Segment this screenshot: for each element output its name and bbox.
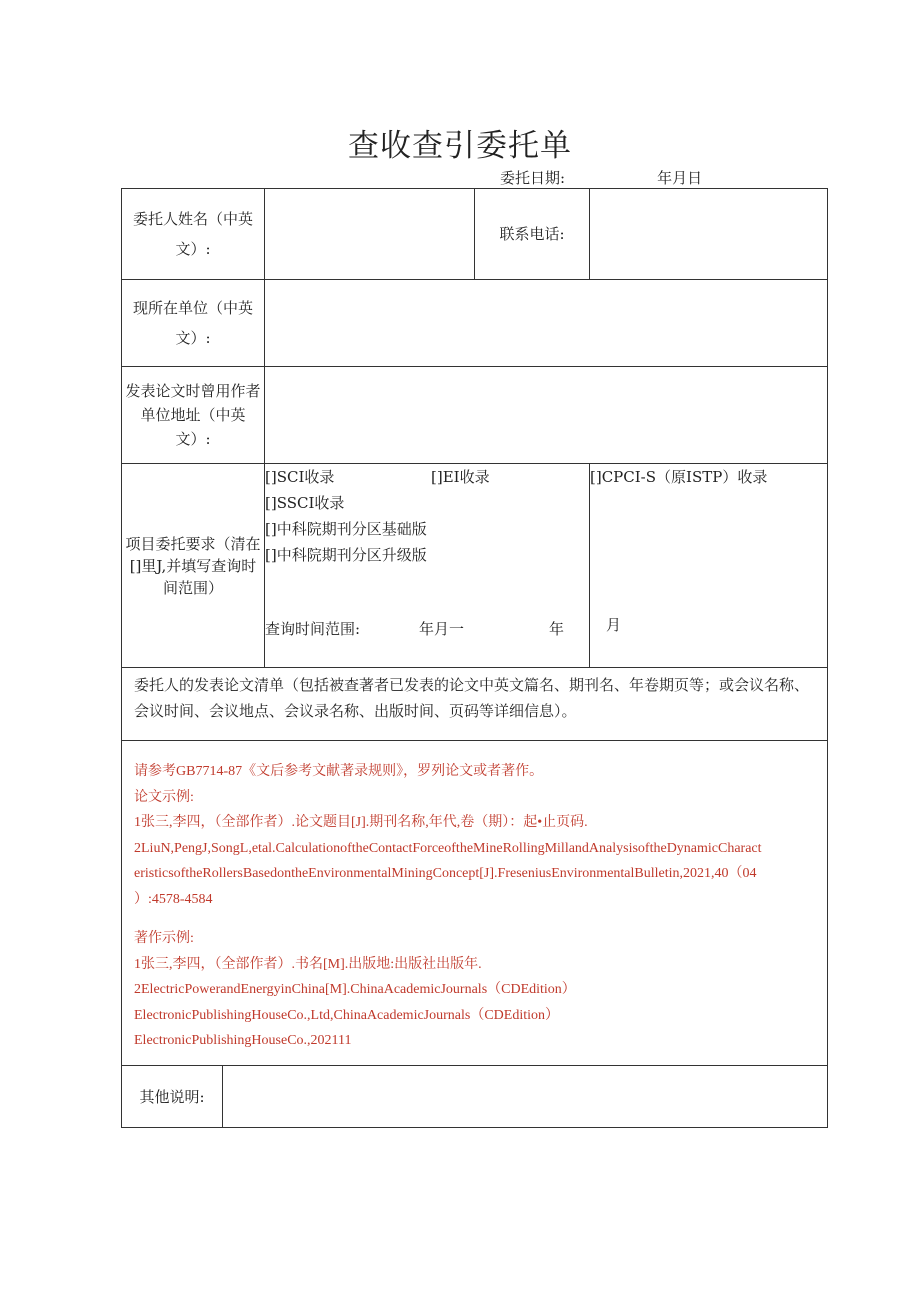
range-label: 查询时间范围: <box>265 620 361 638</box>
phone-label: 联系电话: <box>475 189 590 280</box>
name-label: 委托人姓名（中英 文）: <box>122 189 265 280</box>
commission-date <box>500 167 702 188</box>
address-label: 发表论文时曾用作者 单位地址（中英 文）: <box>122 367 265 464</box>
paper-example-2-line2: eristicsoftheRollersBasedontheEnvironmentalMiningConcept[J].FreseniusEnvironmentalBulletin,2021,40（04 <box>134 866 757 881</box>
date-suffix: 年月日 <box>657 169 703 187</box>
cpci-checkbox[interactable]: []CPCI-S（原ISTP）收录 <box>590 468 768 486</box>
range-end-year: 年 <box>549 620 565 638</box>
paper-example-2-line1: 2LiuN,PengJ,SongL,etal.CalculationoftheContactForceoftheMineRollingMillandAnalysisoftheDynamicCharact <box>134 840 762 856</box>
sci-checkbox[interactable]: []SCI收录 <box>265 468 335 486</box>
book-example-2-line1: 2ElectricPowerandEnergyinChina[M].ChinaAcademicJournals（CDEdition） <box>134 982 576 997</box>
address-field[interactable] <box>265 367 828 464</box>
paper-example-2-line3: ）:4578-4584 <box>134 891 213 907</box>
cas-upgrade-checkbox[interactable]: []中科院期刊分区升级版 <box>265 546 427 564</box>
other-notes-row <box>122 1066 828 1128</box>
paper-example-1: 1张三,李四，（全部作者）.论文题目[J].期刊名称,年代,卷（期）：起•止页码. <box>134 815 588 830</box>
book-example-heading: 著作示例: <box>134 931 194 946</box>
requirement-label: 项目委托要求（清在 []里J,并填写查询时 间范围） <box>122 464 265 668</box>
unit-label: 现所在单位（中英 文）: <box>122 280 265 367</box>
commission-form <box>121 188 828 1128</box>
cas-basic-checkbox[interactable]: []中科院期刊分区基础版 <box>265 520 427 538</box>
phone-field[interactable] <box>590 189 828 280</box>
book-example-2-line3: ElectronicPublishingHouseCo.,202111 <box>134 1033 352 1048</box>
other-notes-label: 其他说明: <box>122 1066 223 1127</box>
paper-list-instruction: 委托人的发表论文清单（包括被查著者已发表的论文中英文篇名、期刊名、年卷期页等；或会议名称、 会议时间、会议地点、会议录名称、出版时间、页码等详细信息）。 <box>122 668 828 741</box>
reference-examples[interactable] <box>122 741 828 1066</box>
book-example-2-line2: ElectronicPublishingHouseCo.,Ltd,ChinaAcademicJournals（CDEdition） <box>134 1007 559 1023</box>
range-end-month: 月 <box>606 616 622 634</box>
page-title: 查收查引委托单 <box>348 128 572 164</box>
other-notes-field[interactable] <box>223 1066 827 1127</box>
unit-field[interactable] <box>265 280 828 367</box>
book-example-1: 1张三,李四，（全部作者）.书名[M].出版地:出版社出版年. <box>134 956 482 972</box>
name-field[interactable] <box>265 189 475 280</box>
reference-intro: 请参考GB7714-87《文后参考文献著录规则》，罗列论文或者著作。 <box>134 764 544 779</box>
paper-example-heading: 论文示例: <box>134 789 194 805</box>
ei-checkbox[interactable]: []EI收录 <box>431 468 490 486</box>
requirement-options <box>265 464 590 668</box>
date-label: 委托日期: <box>500 169 566 187</box>
range-start-suffix: 年月一 <box>419 620 465 638</box>
ssci-checkbox[interactable]: []SSCI收录 <box>265 494 345 512</box>
requirement-options-right <box>590 464 828 668</box>
